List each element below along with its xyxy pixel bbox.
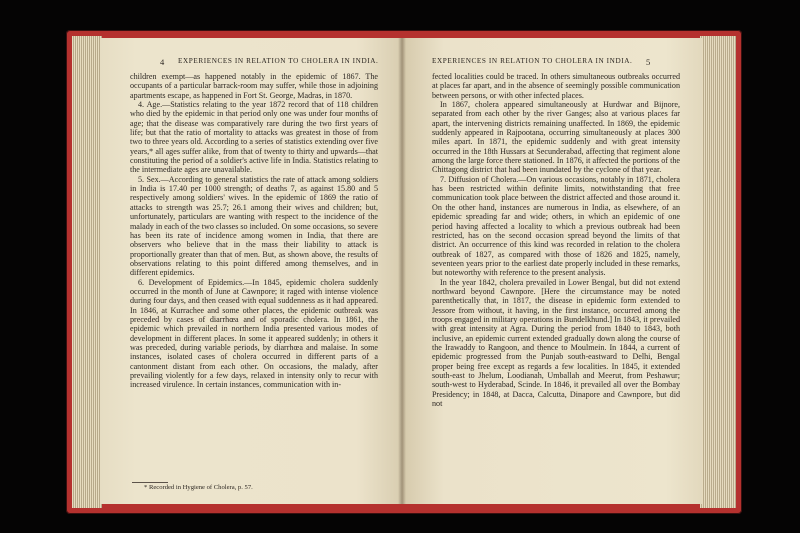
left-paragraph-age: 4. Age.—Statistics relating to the year 1872 record that of 118 children who died by the epidemic in that period only one was under four months of age; that the disease was comparatively rare during the two first years of life; but that the ratio of mortality to attacks was greatest in those of from two to three years old. According to a series of statistics extending over five years,* all ages suffer alike, from that of twenty to thirty and upwards—that constituting the period of a soldier's active life in India. Statistics relating to the intermediate ages are unavailable. xyxy=(130,100,378,175)
right-page xyxy=(402,38,702,504)
right-paragraph-1: fected localities could be traced. In others simultaneous outbreaks occurred at places far apart, and in the absence of seemingly possible communication between persons, or with other infected places. xyxy=(432,72,680,100)
page-edges-right xyxy=(700,36,736,508)
left-page-body xyxy=(130,72,378,390)
right-paragraph-diffusion: 7. Diffusion of Cholera.—On various occasions, notably in 1871, cholera has been restricted within definite limits, notwithstanding that free communication took place between the district affected and those around it. On the other hand, instances are numerous in India, as elsewhere, of an epidemic spreading far and wide; others, in which an epidemic of one period having affected a locality to which a previous outbreak had been restricted, has on the second occasion spread beyond the limits of that district. An occurrence of this kind was recorded in relation to the cholera outbreak of 1827, as compared with those of 1826 and 1825, namely, seventeen years prior to the earliest date properly included in these remarks, but noteworthy with reference to the present analysis. xyxy=(432,174,680,278)
left-page xyxy=(100,38,402,504)
right-page-header xyxy=(402,57,702,67)
left-running-head: EXPERIENCES IN RELATION TO CHOLERA IN INDIA. xyxy=(178,57,379,65)
right-paragraph-1842: In the year 1842, cholera prevailed in Lower Bengal, but did not extend northward beyond Cawnpore. [Here the circumstance may be noted parenthetically that, in 1817, the disease in epidemic form extended to Jessore from without, it having, in the first instance, occurred among the troops engaged in military operations in Bundelkhund.] In 1843, it prevailed with great intensity at Agra. During the period from 1840 to 1843, both inclusive, an epidemic current extended gradually down along the course of the Irawaddy to Rangoon, and thence to Moulmein. In 1844, a current of epidemic progressed from the Punjab south-eastward to Delhi, Bengal proper being free except as regards a few localities. In 1845, it extended south-east to Jhelum, Loodianah, Umballah and Meerut, from Peshawur; south-west to Hyderabad, Scinde. In 1846, it prevailed all over the Bombay Presidency; in 1848, at Dacca, Calcutta, Dinapore and Cawnpore, but did not xyxy=(432,277,680,409)
left-paragraph-development: 6. Development of Epidemics.—In 1845, epidemic cholera suddenly occurred in the month of June at Cawnpore; it raged with intense violence during four days, and then ceased with equal suddenness as it had appeared. In 1846, at Kurrachee and some other places, the epidemic outbreak was preceded by cases of diarrhœa and of sporadic cholera. In 1861, the epidemic which prevailed in northern India presented various modes of development in different places. In some it appeared suddenly; in others it was preceded, during variable periods, by diarrhœa and malaise. In some instances, isolated cases of cholera occurred in different parts of a cantonment distant from each other. On occasions, the malady, after prevailing violently for a few days, relaxed in intensity only to recur with increased virulence. In certain instances, communication with in- xyxy=(130,277,378,390)
right-page-number: 5 xyxy=(646,57,651,67)
page-edges-left xyxy=(72,36,102,508)
right-page-body xyxy=(432,72,680,408)
footnote: * Recorded in Hygiene of Cholera, p. 57. xyxy=(144,484,253,491)
right-paragraph-1867: In 1867, cholera appeared simultaneously at Hurdwar and Bijnore, separated from each other by the river Ganges; also at various places far apart, the intervening districts remaining unaffected. In 1869, the epidemic suddenly appeared in Rajpootana, occurring simultaneously at places 300 miles apart. In 1871, the epidemic suddenly and with great intensity occurred in the 18th Hussars at Secunderabad, affecting that regiment alone among the large force there stationed. In 1876, it affected the portions of the Chittagong district that had been inundated by the cyclone of that year. xyxy=(432,100,680,175)
left-page-number: 4 xyxy=(160,57,165,67)
left-page-header xyxy=(100,57,402,67)
footnote-rule xyxy=(132,482,168,483)
left-paragraph-1: children exempt—as happened notably in the epidemic of 1867. The occupants of a particular barrack-room may suffer, while those in adjoining apartments escape, as happened in Fort St. George, Madras, in 1870. xyxy=(130,72,378,100)
left-paragraph-sex: 5. Sex.—According to general statistics the rate of attack among soldiers in India is 17.40 per 1000 strength; of deaths 7, as against 15.80 and 5 respectively among soldiers' wives. In the epidemic of 1869 the ratio of attacks to strength was 25.7; 26.1 among their wives and children; but, unfortunately, particulars are wanting with respect to the incidence of the malady in each of the two classes so included. On some occasions, so severe has been its rate of incidence among women in India, that there are observers who believe that in the mass their liability to attack is proportionally greater than that of men. But, as shown above, the results of observations relating to this point differed among themselves, and in different epidemics. xyxy=(130,174,378,278)
right-running-head: EXPERIENCES IN RELATION TO CHOLERA IN INDIA. xyxy=(432,57,633,65)
book-gutter xyxy=(398,38,406,504)
